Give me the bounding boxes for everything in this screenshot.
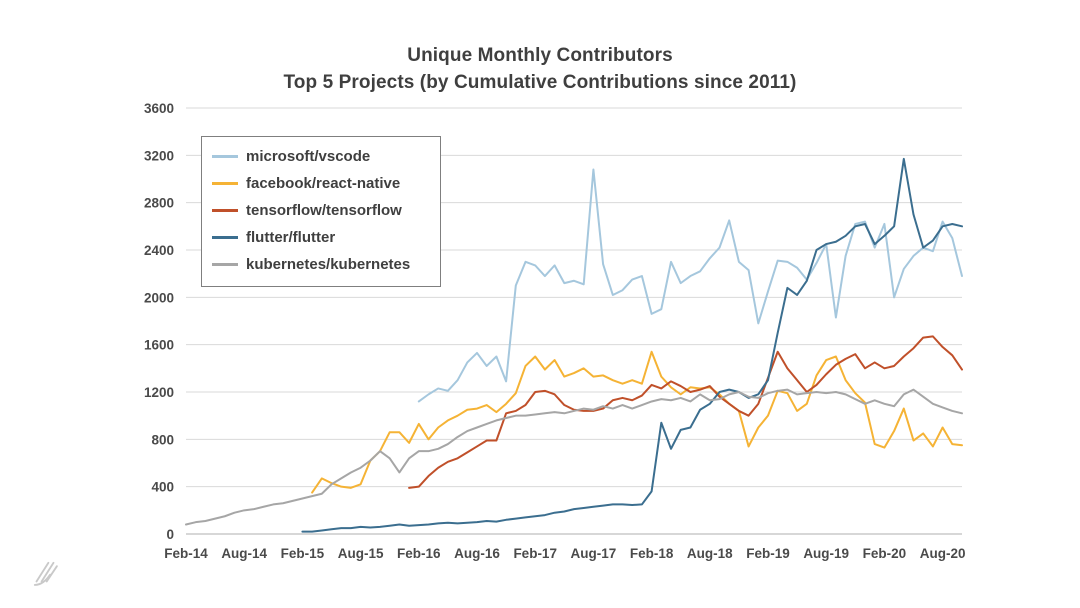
svg-text:Feb-17: Feb-17 — [513, 546, 557, 561]
svg-text:400: 400 — [151, 479, 174, 495]
legend-item-2 — [212, 197, 430, 224]
legend-label-microsoft-vscode: microsoft/vscode — [246, 148, 371, 165]
legend-item-4 — [212, 251, 430, 278]
legend-label-facebook-react-native: facebook/react-native — [246, 175, 401, 192]
svg-text:Aug-17: Aug-17 — [570, 546, 617, 561]
svg-text:Feb-15: Feb-15 — [280, 546, 325, 561]
svg-text:1200: 1200 — [143, 385, 174, 400]
svg-text:2400: 2400 — [143, 243, 174, 258]
svg-text:Aug-15: Aug-15 — [337, 546, 384, 561]
legend-item-1 — [212, 170, 430, 197]
svg-text:Aug-16: Aug-16 — [454, 546, 500, 561]
svg-text:Aug-18: Aug-18 — [686, 546, 733, 561]
svg-text:2800: 2800 — [143, 195, 174, 211]
svg-text:Feb-19: Feb-19 — [746, 546, 790, 561]
svg-text:Aug-19: Aug-19 — [803, 546, 850, 561]
svg-text:0: 0 — [166, 527, 174, 542]
svg-text:Feb-16: Feb-16 — [397, 546, 441, 561]
logo-watermark-icon — [28, 556, 62, 590]
svg-text:800: 800 — [151, 432, 174, 448]
legend-swatch-microsoft-vscode — [212, 155, 238, 158]
legend-item-3 — [212, 224, 430, 251]
legend-label-flutter-flutter: flutter/flutter — [246, 229, 336, 246]
svg-text:1600: 1600 — [143, 337, 174, 353]
svg-text:Aug-14: Aug-14 — [221, 546, 268, 561]
svg-text:2000: 2000 — [143, 290, 174, 306]
legend-swatch-flutter-flutter — [212, 236, 238, 239]
svg-text:3200: 3200 — [143, 148, 174, 164]
legend-swatch-tensorflow-tensorflow — [212, 209, 238, 212]
svg-text:3600: 3600 — [143, 101, 174, 116]
chart-title: Unique Monthly Contributors — [407, 45, 673, 66]
svg-text:Feb-18: Feb-18 — [629, 546, 674, 561]
legend-swatch-kubernetes-kubernetes — [212, 263, 238, 266]
svg-text:Feb-20: Feb-20 — [862, 546, 907, 561]
legend-label-kubernetes-kubernetes: kubernetes/kubernetes — [246, 256, 411, 273]
svg-text:Aug-20: Aug-20 — [919, 546, 966, 561]
chart-legend — [201, 136, 441, 287]
svg-text:Feb-14: Feb-14 — [164, 546, 208, 561]
legend-item-0 — [212, 143, 430, 170]
legend-swatch-facebook-react-native — [212, 182, 238, 185]
legend-label-tensorflow-tensorflow: tensorflow/tensorflow — [246, 202, 402, 219]
chart-subtitle: Top 5 Projects (by Cumulative Contributions since 2011) — [283, 72, 797, 93]
